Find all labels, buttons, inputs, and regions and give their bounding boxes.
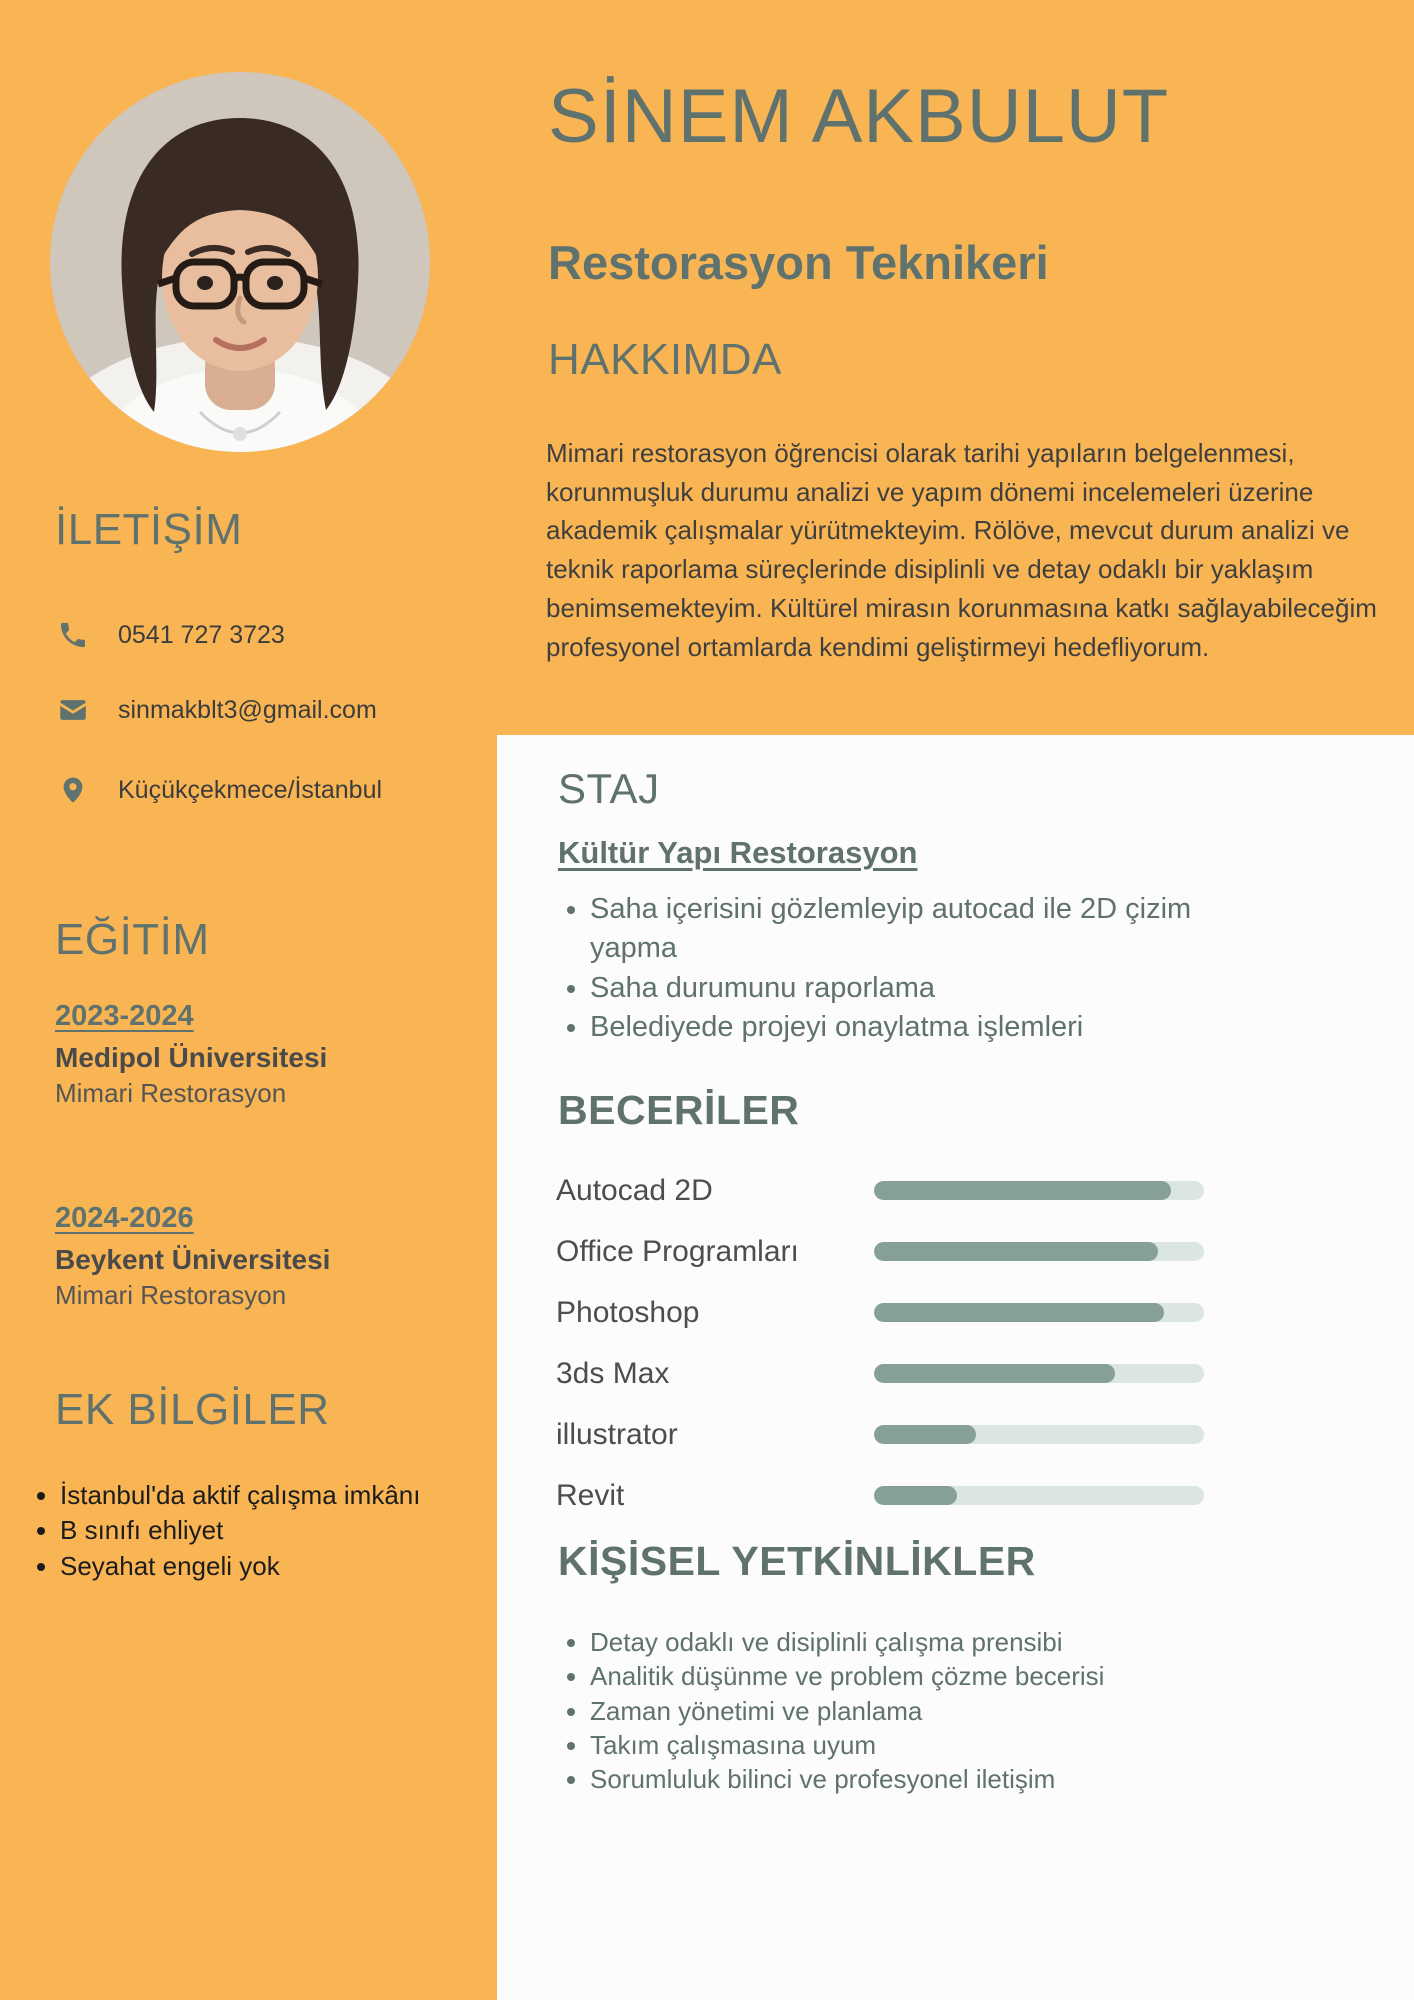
list-item: • B sınıfı ehliyet bbox=[60, 1513, 450, 1547]
skill-label: Photoshop bbox=[556, 1295, 700, 1329]
skill-bar-track bbox=[874, 1364, 1204, 1383]
skill-row bbox=[556, 1282, 1216, 1343]
education-department: Mimari Restorasyon bbox=[55, 1078, 287, 1108]
list-item: • Belediyede projeyi onaylatma işlemleri bbox=[590, 1008, 1258, 1047]
skill-row bbox=[556, 1465, 1216, 1526]
internship-list bbox=[558, 890, 1258, 1048]
contact-item-email[interactable] bbox=[55, 690, 377, 730]
skill-row bbox=[556, 1221, 1216, 1282]
about-text: Mimari restorasyon öğrencisi olarak tarihi yapıların belgelenmesi, korunmuşluk durumu analizi ve yapım dönemi incelemeleri üzerine akademik çalışmalar yürütmekteyim. Rölöve, mevcut durum analizi ve teknik raporlama süreçlerinde disiplinli ve detay odaklı bir yaklaşım benimsemekteyim. Kültürel mirasın korunmasına katkı sağlayabileceğim profesyonel ortamlarda kendimi geliştirmeyi hedefliyorum. bbox=[546, 438, 1377, 662]
skill-row bbox=[556, 1404, 1216, 1465]
envelope-icon bbox=[55, 690, 91, 730]
skill-label: Revit bbox=[556, 1478, 625, 1512]
skill-bar-track bbox=[874, 1486, 1204, 1505]
skill-row bbox=[556, 1343, 1216, 1404]
list-item: • Detay odaklı ve disiplinli çalışma prensibi bbox=[590, 1625, 1258, 1659]
list-item: • Saha durumunu raporlama bbox=[590, 969, 1258, 1008]
skill-bar-track bbox=[874, 1303, 1204, 1322]
list-item: • Sorumluluk bilinci ve profesyonel iletişim bbox=[590, 1762, 1258, 1796]
internship-heading: STAJ bbox=[558, 765, 660, 812]
phone-icon bbox=[55, 615, 91, 655]
education-entry bbox=[55, 1000, 455, 1109]
skill-label: Office Programları bbox=[556, 1234, 799, 1268]
list-item: • Seyahat engeli yok bbox=[60, 1549, 450, 1583]
education-years: 2023-2024 bbox=[55, 1000, 194, 1032]
job-title: Restorasyon Teknikeri bbox=[548, 236, 1049, 289]
education-entry bbox=[55, 1202, 455, 1311]
email-address: sinmakblt3@gmail.com bbox=[118, 695, 377, 724]
location-text: Küçükçekmece/İstanbul bbox=[118, 775, 383, 804]
contact-item-phone[interactable] bbox=[55, 615, 285, 655]
education-school: Medipol Üniversitesi bbox=[55, 1042, 328, 1073]
skills-list bbox=[556, 1160, 1216, 1526]
profile-photo-icon bbox=[50, 72, 430, 452]
skill-bar-fill bbox=[874, 1486, 957, 1505]
skills-heading: BECERİLER bbox=[558, 1087, 800, 1133]
list-item: • Analitik düşünme ve problem çözme becerisi bbox=[590, 1659, 1258, 1693]
contact-heading: İLETİŞİM bbox=[55, 505, 243, 554]
skill-label: illustrator bbox=[556, 1417, 678, 1451]
skill-bar-fill bbox=[874, 1242, 1158, 1261]
skill-bar-track bbox=[874, 1181, 1204, 1200]
skill-bar-track bbox=[874, 1242, 1204, 1261]
education-department: Mimari Restorasyon bbox=[55, 1280, 287, 1310]
location-pin-icon bbox=[55, 770, 91, 810]
extra-info-list bbox=[30, 1478, 450, 1584]
skill-bar-fill bbox=[874, 1303, 1164, 1322]
skill-label: Autocad 2D bbox=[556, 1173, 713, 1207]
skill-bar-fill bbox=[874, 1364, 1115, 1383]
education-years: 2024-2026 bbox=[55, 1202, 194, 1234]
list-item: • İstanbul'da aktif çalışma imkânı bbox=[60, 1478, 450, 1512]
contact-item-location[interactable] bbox=[55, 770, 382, 810]
extra-info-heading: EK BİLGİLER bbox=[55, 1385, 330, 1434]
page-title: SİNEM AKBULUT bbox=[548, 74, 1170, 159]
avatar bbox=[50, 72, 430, 452]
skill-label: 3ds Max bbox=[556, 1356, 670, 1390]
skill-bar-fill bbox=[874, 1425, 976, 1444]
skill-row bbox=[556, 1160, 1216, 1221]
education-school: Beykent Üniversitesi bbox=[55, 1244, 331, 1275]
about-heading: HAKKIMDA bbox=[548, 335, 782, 384]
internship-company: Kültür Yapı Restorasyon bbox=[558, 835, 918, 870]
list-item: • Takım çalışmasına uyum bbox=[590, 1728, 1258, 1762]
list-item: • Saha içerisini gözlemleyip autocad ile 2D çizim yapma bbox=[590, 890, 1258, 969]
personal-skills-list bbox=[558, 1625, 1258, 1797]
skill-bar-track bbox=[874, 1425, 1204, 1444]
education-heading: EĞİTİM bbox=[55, 915, 210, 964]
list-item: • Zaman yönetimi ve planlama bbox=[590, 1694, 1258, 1728]
phone-number: 0541 727 3723 bbox=[118, 620, 285, 649]
skill-bar-fill bbox=[874, 1181, 1171, 1200]
personal-skills-heading: KİŞİSEL YETKİNLİKLER bbox=[558, 1538, 1036, 1584]
